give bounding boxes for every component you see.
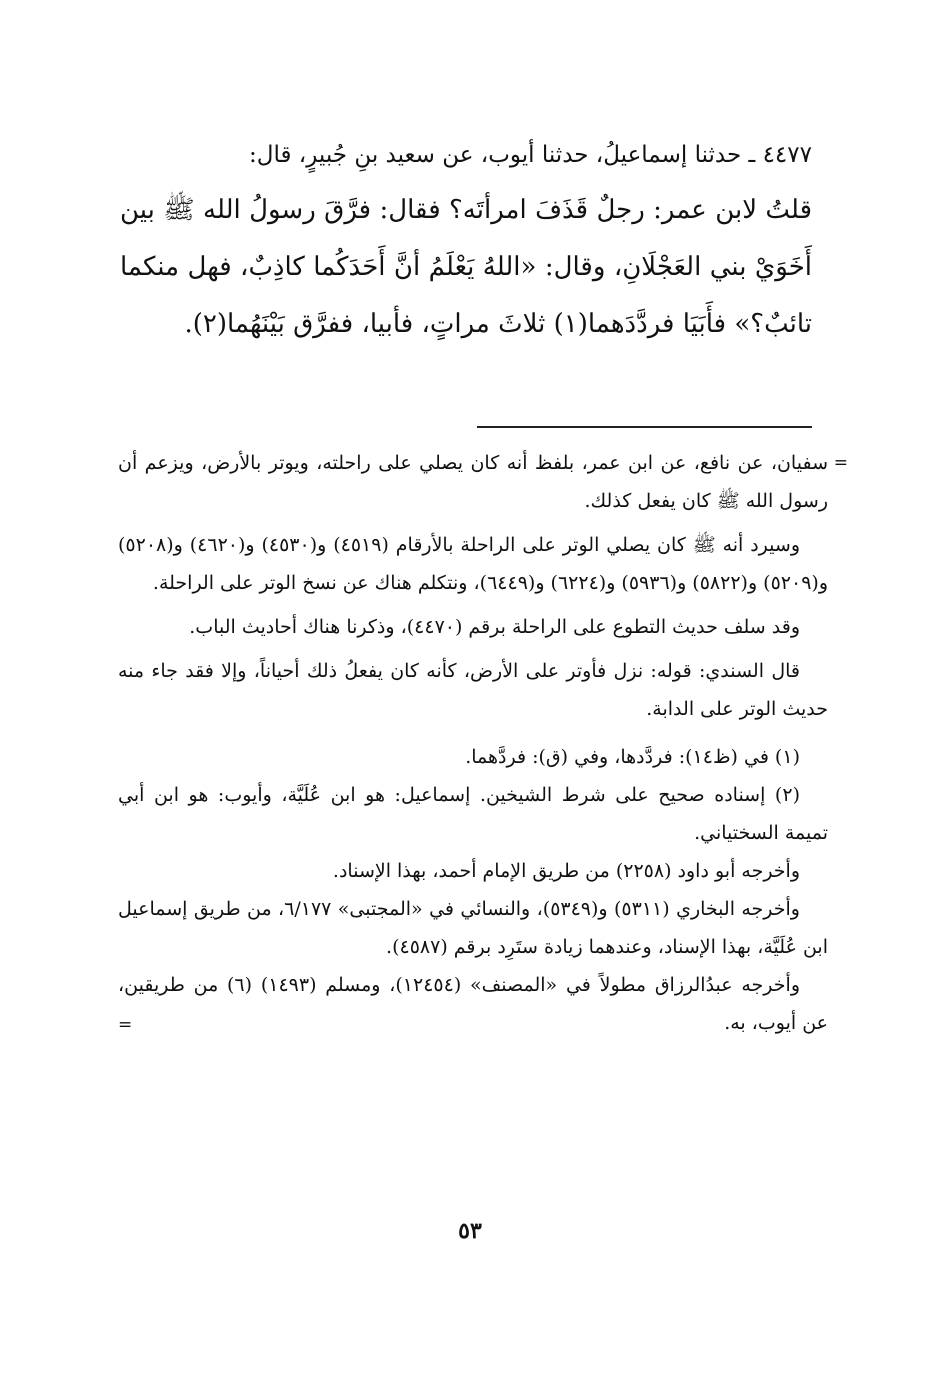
footnote-2-source: وأخرجه أبو داود (٢٢٥٨) من طريق الإمام أحمد، بهذا الإسناد.	[332, 860, 800, 882]
hadith-block	[120, 128, 812, 353]
hadith-header: ٤٤٧٧ ـ حدثنا إسماعيلُ، حدثنا أيوب، عن سعيد بنِ جُبيرٍ، قال:	[249, 142, 812, 168]
footnote-2: (٢) إسناده صحيح على شرط الشيخين. إسماعيل: هو ابن عُلَيَّة، وأيوب: هو ابن أبي تميمة السختياني.	[118, 784, 828, 844]
note-paragraph	[118, 444, 848, 520]
footnotes-block	[118, 444, 848, 1042]
continuation-mark: =	[833, 453, 848, 473]
note-paragraph: وسيرد أنه ﷺ كان يصلي الوتر على الراحلة بالأرقام (٤٥١٩) و(٤٥٣٠) و(٤٦٢٠) و(٥٢٠٨) و(٥٢٠٩) و(٥٨٢٢) و(٥٩٣٦) و(٦٢٢٤) و(٦٤٤٩)، ونتكلم هناك عن نسخ الوتر على الراحلة.	[118, 534, 828, 594]
footnote-divider	[477, 426, 812, 428]
footnote-2-source: وأخرجه البخاري (٥٣١١) و(٥٣٤٩)، والنسائي في «المجتبى» ٦/١٧٧، من طريق إسماعيل ابن عُلَيَّة، بهذا الإسناد، وعندهما زيادة ستَرِد برقم (٤٥٨٧).	[118, 898, 828, 958]
end-continuation-mark: =	[118, 1015, 133, 1035]
hadith-text: قلتُ لابن عمر: رجلٌ قَذَفَ امرأتَه؟ فقال: فرَّقَ رسولُ الله ﷺ بين أَخَوَيْ بني العَجْلَانِ، وقال: «اللهُ يَعْلَمُ أنَّ أَحَدَكُما كاذِبٌ، فهل منكما تائبٌ؟» فأَبَيَا فردَّدَهما(١) ثلاثَ مراتٍ، فأبيا، ففرَّق بَيْنَهُما(٢).	[120, 195, 812, 339]
note-paragraph: قال السندي: قوله: نزل فأوتر على الأرض، كأنه كان يفعلُ ذلك أحياناً، وإلا فقد جاء منه حديث الوتر على الدابة.	[118, 660, 828, 720]
page-number: ٥٣	[458, 1218, 482, 1244]
note-text: سفيان، عن نافع، عن ابن عمر، بلفظ أنه كان يصلي على راحلته، ويوتر بالأرض، ويزعم أن رسول الله ﷺ كان يفعل كذلك.	[118, 452, 828, 512]
note-paragraph: وقد سلف حديث التطوع على الراحلة برقم (٤٤٧٠)، وذكرنا هناك أحاديث الباب.	[189, 616, 800, 638]
footnote-1: (١) في (ظ١٤): فردَّدها، وفي (ق): فردَّهما.	[465, 746, 800, 768]
footnote-2-source: وأخرجه عبدُالرزاق مطولاً في «المصنف» (١٢٤٥٤)، ومسلم (١٤٩٣) (٦) من طريقين، عن أيوب، به.	[118, 974, 828, 1034]
